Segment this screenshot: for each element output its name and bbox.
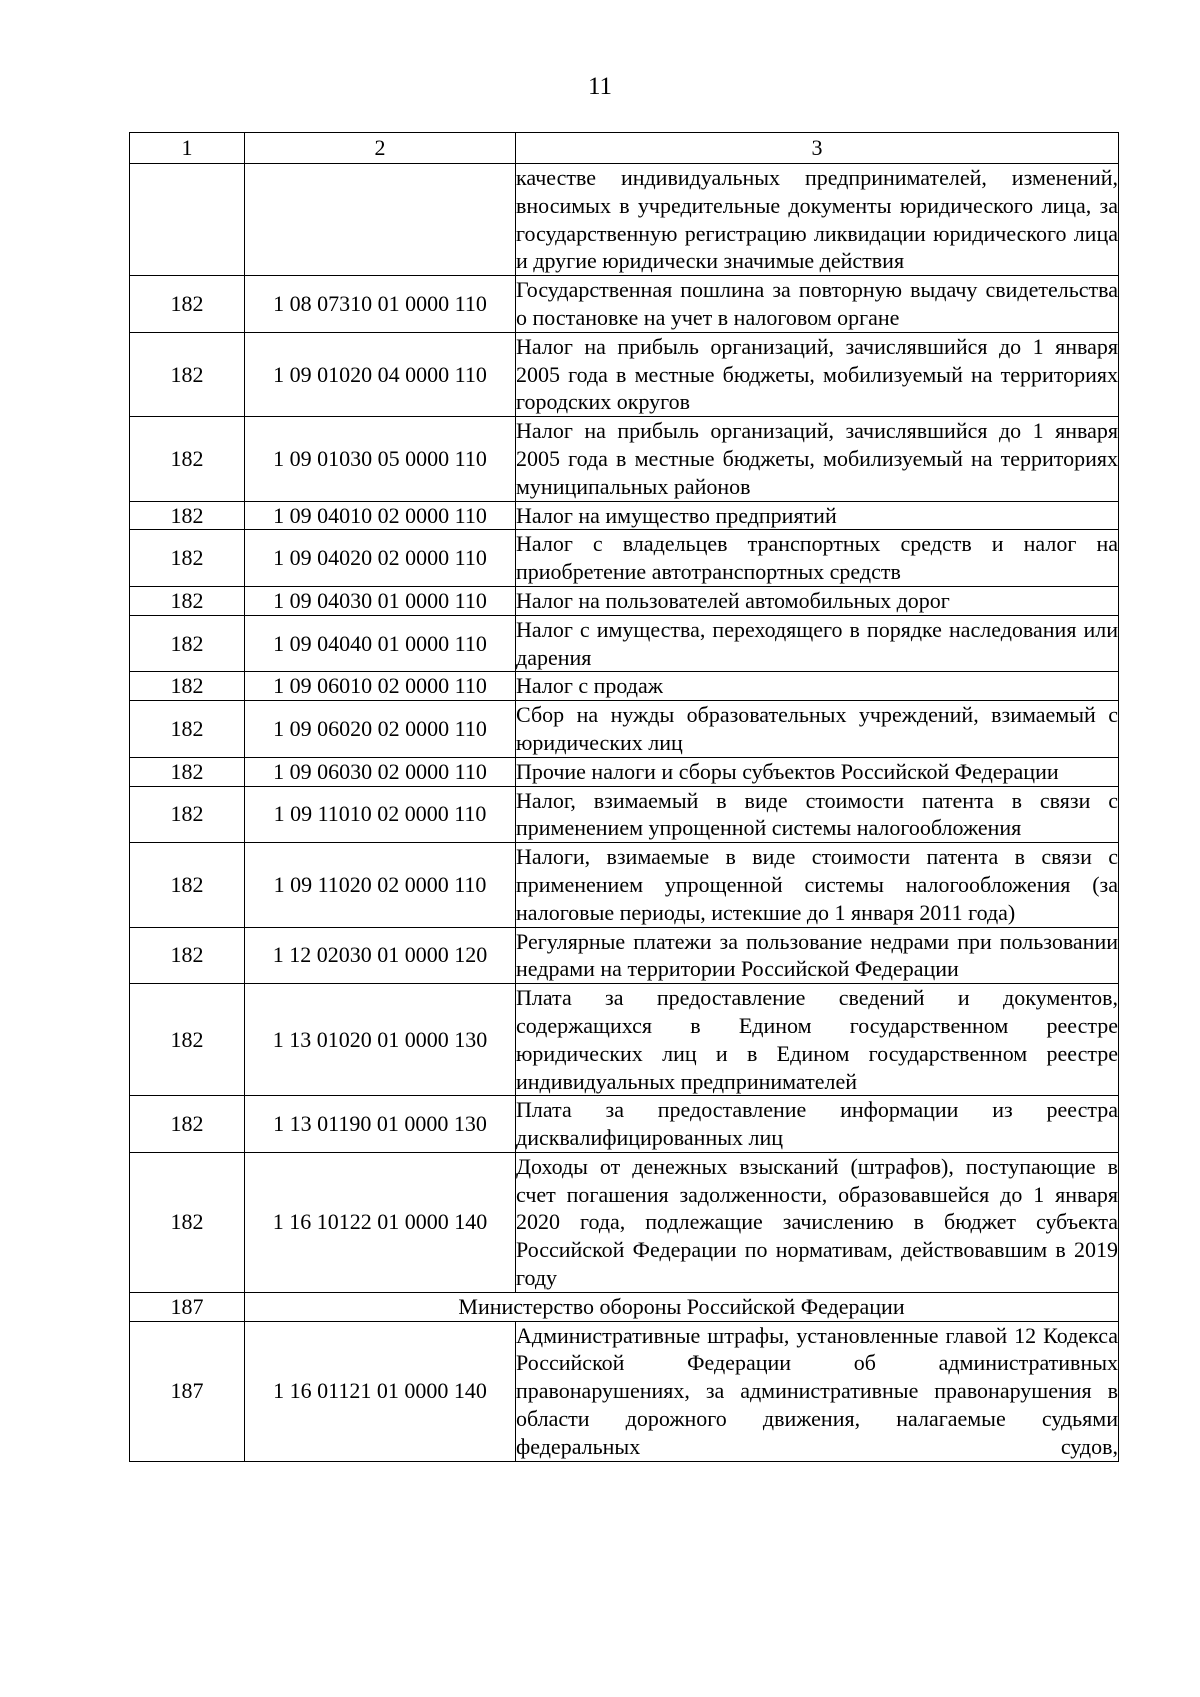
header-cell-1: 1: [130, 133, 245, 164]
description-cell: Плата за предоставление информации из реестра дисквалифицированных лиц: [516, 1096, 1119, 1153]
table-header-row: [130, 133, 1119, 164]
admin-code-cell: 187: [130, 1321, 245, 1461]
section-title-cell: Министерство обороны Российской Федерации: [245, 1292, 1119, 1321]
header-cell-2: 2: [245, 133, 516, 164]
description-cell: Плата за предоставление сведений и документов, содержащихся в Едином государственном реестре юридических лиц и в Едином государственном реестре индивидуальных предпринимателей: [516, 984, 1119, 1096]
revenue-code-cell: 1 09 06020 02 0000 110: [245, 701, 516, 758]
table-row: [130, 984, 1119, 1096]
revenue-code-cell: 1 09 04040 01 0000 110: [245, 615, 516, 672]
table-row: [130, 615, 1119, 672]
section-admin-cell: 187: [130, 1292, 245, 1321]
table-row: [130, 276, 1119, 333]
description-cell: Административные штрафы, установленные главой 12 Кодекса Российской Федерации об административных правонарушениях, за административные правонарушения в области дорожного движения, налагаемые судьями федеральных судов,: [516, 1321, 1119, 1461]
admin-code-cell: 182: [130, 530, 245, 587]
table-row: [130, 417, 1119, 501]
admin-code-cell: 182: [130, 1096, 245, 1153]
revenue-code-cell: 1 09 04020 02 0000 110: [245, 530, 516, 587]
description-cell: Государственная пошлина за повторную выдачу свидетельства о постановке на учет в налоговом органе: [516, 276, 1119, 333]
description-cell: Доходы от денежных взысканий (штрафов), поступающие в счет погашения задолженности, образовавшейся до 1 января 2020 года, подлежащие зачислению в бюджет субъекта Российской Федерации по нормативам, действовавшим в 2019 году: [516, 1152, 1119, 1292]
description-cell: Налог на пользователей автомобильных дорог: [516, 586, 1119, 615]
revenue-code-cell: 1 13 01020 01 0000 130: [245, 984, 516, 1096]
empty-admin-cell: [130, 164, 245, 276]
continuation-row: [130, 164, 1119, 276]
revenue-code-cell: 1 09 01020 04 0000 110: [245, 332, 516, 416]
admin-code-cell: 182: [130, 843, 245, 927]
admin-code-cell: 182: [130, 984, 245, 1096]
description-cell: Налог на прибыль организаций, зачислявшийся до 1 января 2005 года в местные бюджеты, мобилизуемый на территориях городских округов: [516, 332, 1119, 416]
admin-code-cell: 182: [130, 1152, 245, 1292]
description-cell: Налог на имущество предприятий: [516, 501, 1119, 530]
description-cell: Регулярные платежи за пользование недрами при пользовании недрами на территории Российской Федерации: [516, 927, 1119, 984]
admin-code-cell: 182: [130, 672, 245, 701]
revenue-code-cell: 1 09 06010 02 0000 110: [245, 672, 516, 701]
admin-code-cell: 182: [130, 501, 245, 530]
table-row: [130, 501, 1119, 530]
table-row: [130, 701, 1119, 758]
description-cell: Сбор на нужды образовательных учреждений, взимаемый с юридических лиц: [516, 701, 1119, 758]
admin-code-cell: 182: [130, 276, 245, 333]
page-number: 11: [587, 73, 613, 100]
description-cell: Налог, взимаемый в виде стоимости патента в связи с применением упрощенной системы налогообложения: [516, 786, 1119, 843]
revenue-code-cell: 1 13 01190 01 0000 130: [245, 1096, 516, 1153]
table-row-last: [130, 1321, 1119, 1461]
table-row: [130, 672, 1119, 701]
table-rows: [130, 276, 1119, 1293]
revenue-code-cell: 1 16 01121 01 0000 140: [245, 1321, 516, 1461]
description-cell: Налог на прибыль организаций, зачислявшийся до 1 января 2005 года в местные бюджеты, мобилизуемый на территориях муниципальных районов: [516, 417, 1119, 501]
revenue-code-cell: 1 09 01030 05 0000 110: [245, 417, 516, 501]
admin-code-cell: 182: [130, 332, 245, 416]
revenue-code-cell: 1 09 11010 02 0000 110: [245, 786, 516, 843]
admin-code-cell: 182: [130, 701, 245, 758]
table-row: [130, 332, 1119, 416]
revenue-code-cell: 1 09 06030 02 0000 110: [245, 757, 516, 786]
admin-code-cell: 182: [130, 786, 245, 843]
empty-code-cell: [245, 164, 516, 276]
description-cell: Налог с продаж: [516, 672, 1119, 701]
revenue-code-cell: 1 12 02030 01 0000 120: [245, 927, 516, 984]
revenue-codes-table: [129, 132, 1119, 1462]
revenue-code-cell: 1 08 07310 01 0000 110: [245, 276, 516, 333]
admin-code-cell: 182: [130, 757, 245, 786]
revenue-code-cell: 1 16 10122 01 0000 140: [245, 1152, 516, 1292]
admin-code-cell: 182: [130, 417, 245, 501]
description-cell: Налоги, взимаемые в виде стоимости патента в связи с применением упрощенной системы налогообложения (за налоговые периоды, истекшие до 1 января 2011 года): [516, 843, 1119, 927]
header-cell-3: 3: [516, 133, 1119, 164]
table-row: [130, 530, 1119, 587]
revenue-code-cell: 1 09 04010 02 0000 110: [245, 501, 516, 530]
continuation-text-cell: качестве индивидуальных предпринимателей, изменений, вносимых в учредительные документы юридического лица, за государственную регистрацию ликвидации юридического лица и другие юридически значимые действия: [516, 164, 1119, 276]
table-row: [130, 843, 1119, 927]
admin-code-cell: 182: [130, 586, 245, 615]
admin-code-cell: 182: [130, 927, 245, 984]
admin-code-cell: 182: [130, 615, 245, 672]
revenue-code-cell: 1 09 04030 01 0000 110: [245, 586, 516, 615]
description-cell: Прочие налоги и сборы субъектов Российской Федерации: [516, 757, 1119, 786]
table-row: [130, 586, 1119, 615]
table-row: [130, 1096, 1119, 1153]
table-row: [130, 786, 1119, 843]
table-row: [130, 757, 1119, 786]
section-row: [130, 1292, 1119, 1321]
description-cell: Налог с владельцев транспортных средств и налог на приобретение автотранспортных средств: [516, 530, 1119, 587]
table-row: [130, 1152, 1119, 1292]
description-cell: Налог с имущества, переходящего в порядке наследования или дарения: [516, 615, 1119, 672]
revenue-code-cell: 1 09 11020 02 0000 110: [245, 843, 516, 927]
table-row: [130, 927, 1119, 984]
